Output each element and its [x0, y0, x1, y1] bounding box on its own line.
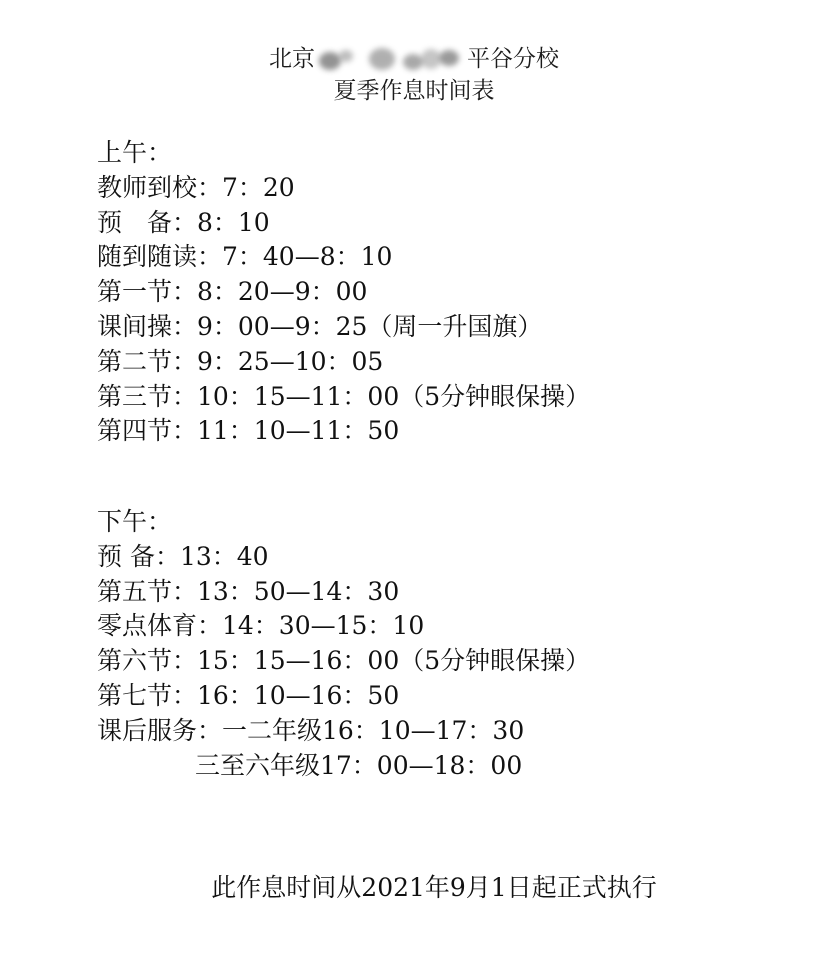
schedule-row: 第四节：11：10—11：50	[97, 416, 400, 446]
morning-heading: 上午：	[97, 138, 173, 167]
schedule-row: 预 备：8：10	[97, 207, 270, 237]
title-block	[0, 44, 828, 106]
school-name	[0, 44, 828, 74]
schedule-row: 第二节：9：25—10：05	[97, 346, 384, 376]
schedule-row: 课后服务：一二年级16：10—17：30	[97, 715, 525, 745]
school-name-suffix: 平谷分校	[467, 46, 559, 72]
effective-date-note: 此作息时间从2021年9月1日起正式执行	[211, 873, 657, 902]
schedule-row: 教师到校：7：20	[97, 172, 295, 202]
afternoon-heading: 下午：	[97, 507, 173, 536]
school-name-prefix: 北京	[269, 46, 315, 72]
schedule-row: 课间操：9：00—9：25（周一升国旗）	[97, 311, 543, 341]
schedule-row: 随到随读：7：40—8：10	[97, 242, 393, 272]
schedule-row: 预 备：13：40	[97, 541, 269, 571]
schedule-row: 第五节：13：50—14：30	[97, 576, 400, 606]
redacted-school-name	[317, 46, 465, 72]
schedule-row-continuation: 三至六年级17：00—18：00	[195, 750, 523, 780]
schedule-row: 第六节：15：15—16：00（5分钟眼保操）	[97, 646, 591, 676]
morning-section	[97, 136, 797, 449]
afternoon-section	[97, 505, 797, 783]
schedule-row: 第七节：16：10—16：50	[97, 680, 400, 710]
schedule-subtitle: 夏季作息时间表	[333, 78, 495, 104]
schedule-row: 零点体育：14：30—15：10	[97, 611, 425, 641]
schedule-row: 第一节：8：20—9：00	[97, 277, 368, 307]
schedule-row: 第三节：10：15—11：00（5分钟眼保操）	[97, 381, 591, 411]
